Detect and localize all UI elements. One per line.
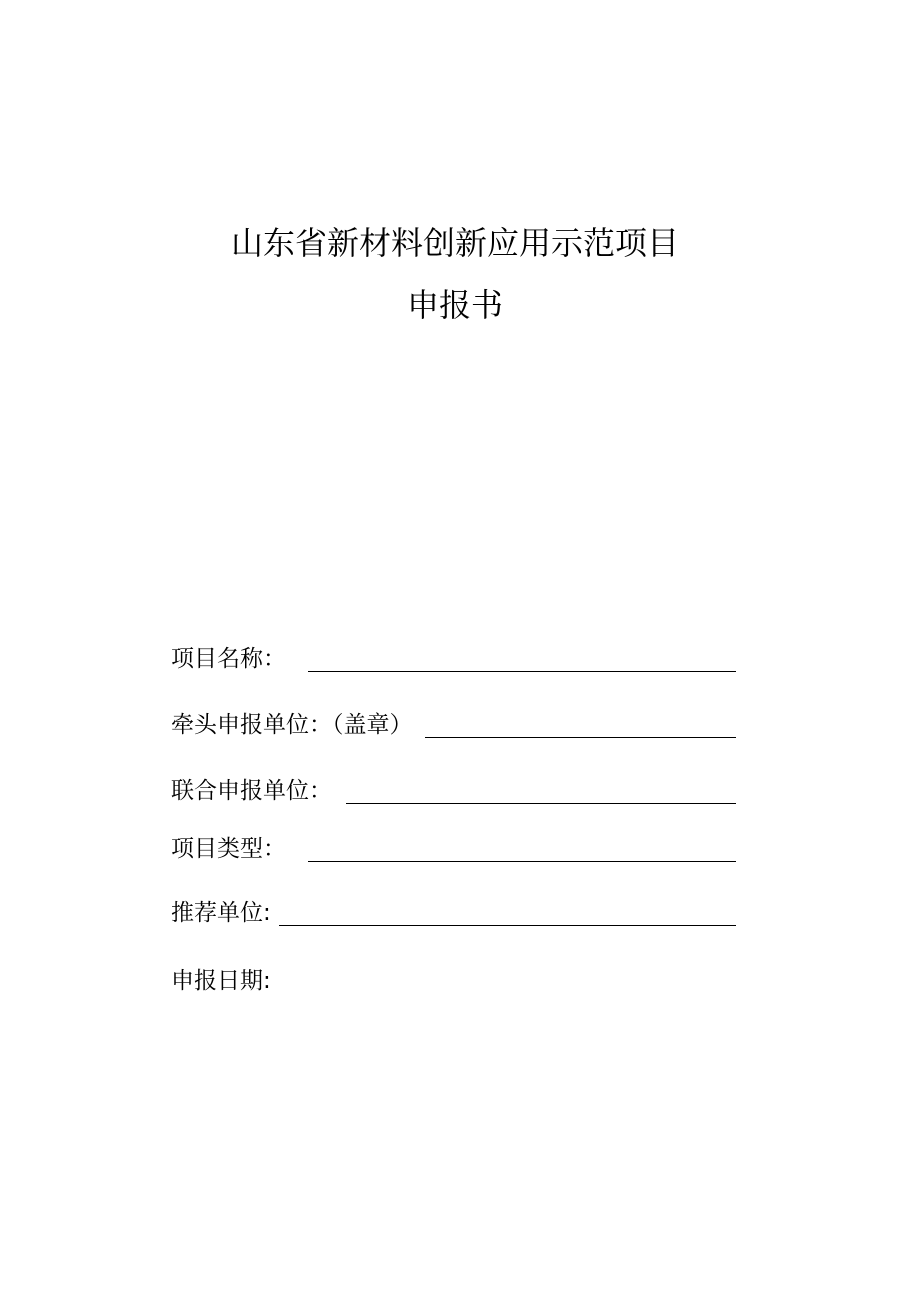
document-subtitle: 申报书 [406,286,503,324]
project-name-blank[interactable] [308,670,736,672]
document-title: 山东省新材料创新应用示范项目 [230,224,679,262]
application-date-row [171,962,736,996]
project-name-label: 项目名称： [171,646,286,672]
project-type-label: 项目类型： [171,836,286,862]
recommending-unit-label: 推荐单位: [171,900,271,926]
project-name-row [171,640,736,674]
application-date-label: 申报日期: [171,968,271,994]
lead-unit-blank[interactable] [425,736,737,738]
lead-unit-row [171,706,736,740]
lead-unit-label: 牵头申报单位：（盖章） [171,712,413,738]
joint-unit-label: 联合申报单位： [171,778,332,804]
recommending-unit-row [171,894,736,928]
joint-unit-row [171,772,736,806]
project-type-blank[interactable] [308,860,736,862]
recommending-unit-blank[interactable] [279,924,736,926]
joint-unit-blank[interactable] [346,802,736,804]
project-type-row [171,830,736,864]
